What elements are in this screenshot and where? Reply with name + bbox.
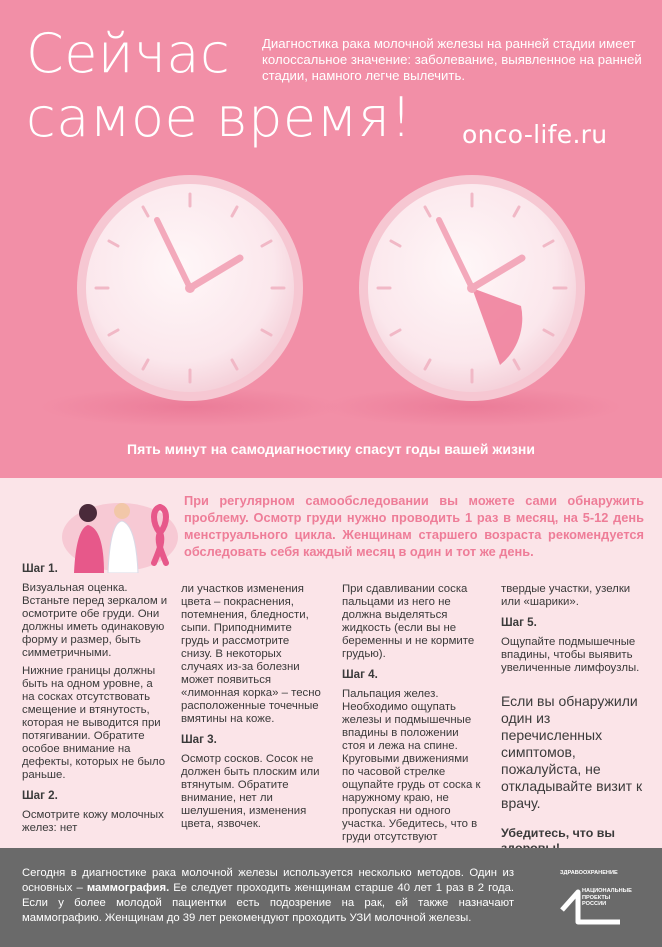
clocks-illustration — [0, 170, 662, 440]
website-link[interactable]: onco-life.ru — [462, 120, 608, 149]
step-4-text: Пальпация желез. Необходимо ощупать железы и подмышечные впадины в положении стоя и лежа на спине. Круговыми движениями по часовой стрелке ощупайте грудь от соска к наружному краю, не пропуская ни одного участка. Убедитесь, что в груди отсутствуют — [342, 688, 481, 843]
logo-project: НАЦИОНАЛЬНЫЕ ПРОЕКТЫ РОССИИ — [582, 888, 632, 907]
clock-five-minutes-icon — [359, 175, 585, 401]
title-line-1: Сейчас — [26, 22, 231, 85]
column-3 — [342, 583, 482, 849]
footer-text — [22, 866, 514, 926]
footer-mammography: маммография. — [86, 882, 170, 894]
make-sure-healthy: Убедитесь, что вы — [501, 826, 615, 840]
logo-brand: ЗДРАВООХРАНЕНИЕ — [560, 870, 618, 876]
step-5-text: Ощупайте подмышечные впадины, чтобы выявить увеличенные лимфоузлы. — [501, 636, 640, 674]
step-2-text: Осмотрите кожу молочных желез: нет — [22, 809, 164, 834]
step-4-title: Шаг 4. — [342, 668, 378, 681]
step-3-text-cont: При сдавливании соска пальцами из него не должна выделяться жидкость (если вы не беременны и не кормите грудью). — [342, 583, 475, 660]
step-5-title: Шаг 5. — [501, 616, 537, 629]
doctor-visit-warning: Если вы обнаружили один из перечисленных симптомов, пожалуйста, не откладывайте визит к врачу. — [501, 693, 643, 811]
footer-text-a: Сегодня в диагностике рака молочной железы используется несколько методов. Один из основных – — [22, 867, 514, 894]
step-3-text: Осмотр сосков. Сосок не должен быть плоским или втянутым. Обратите внимание, нет ли шелушения, изменения цвета, язвочек. — [181, 753, 320, 830]
column-4 — [501, 583, 647, 856]
title-line-2: самое время! — [26, 86, 413, 149]
step-1-text: Визуальная оценка. Встаньте перед зеркалом и осмотрите обе груди. Они должны иметь одинаковую форму и размер, быть симметричными. — [22, 582, 168, 659]
step-1-title: Шаг 1. — [22, 562, 58, 575]
step-3-title: Шаг 3. — [181, 733, 217, 746]
lead-paragraph: При регулярном самообследовании вы можете сами обнаружить проблему. Осмотр груди нужно проводить 1 раз в месяц, на 5-12 день менструального цикла. Женщинам старшего возраста рекомендуется обследовать себя каждый месяц в один и тот же день. — [184, 493, 644, 559]
step-4-text-cont: твердые участки, узелки или «шарики». — [501, 583, 631, 608]
footer-text-c: Ее следует проходить женщинам старше 40 лет 1 раз в 2 года. Если у более молодой пациентки есть подозрение на рак, ей также назначают маммографию. Женщинам до 39 лет рекомендуют проходить УЗИ молочной железы. — [22, 882, 514, 924]
national-projects-logo — [560, 866, 634, 932]
column-2 — [181, 583, 321, 836]
column-1 — [22, 555, 168, 840]
intro-text: Диагностика рака молочной железы на ранней стадии имеет колоссальное значение: заболевание, выявленное на ранней стадии, намного легче вылечить. — [262, 36, 642, 83]
tagline: Пять минут на самодиагностику спасут годы вашей жизни — [127, 441, 535, 457]
step-2-title: Шаг 2. — [22, 789, 58, 802]
clock-icon — [77, 175, 303, 401]
footer — [0, 848, 662, 947]
step-1-text-cont: Нижние границы должны быть на одном уровне, а на сосках отсутствовать смещение и втянутость, которая не выводится при потягивании. Обратите особое внимание на дефекты, которых не было раньше. — [22, 665, 166, 781]
step-2-text-cont: ли участков изменения цвета – покраснения, потемнения, бледности, сыпи. Приподнимите грудь и рассмотрите снизу. В некоторых случаях из-за болезни может появиться «лимонная корка» – тесно расположенные точечные вмятины на коже. — [181, 583, 321, 725]
